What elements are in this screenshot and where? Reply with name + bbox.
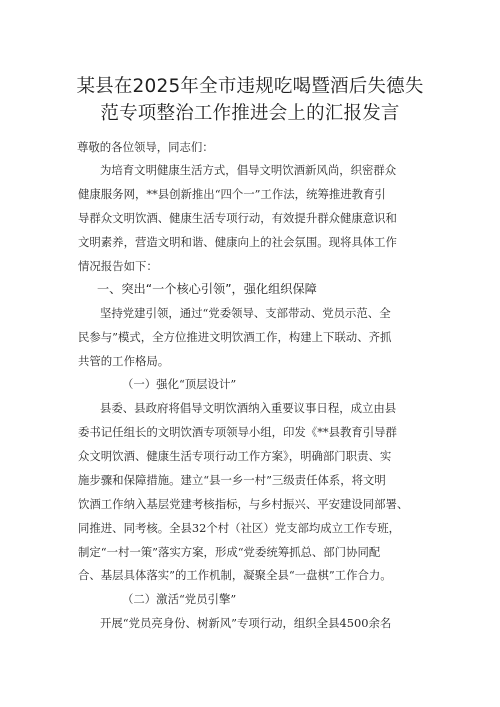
intro-line: 情况报告如下： xyxy=(78,259,158,273)
subsection-2-text: 开展“党员亮身份、树新风”专项行动，组织全县4500余名 xyxy=(100,616,392,630)
section-1-text: 民参与”模式，全方位推进文明饮酒工作，构建上下联动、齐抓 xyxy=(78,330,392,344)
title-line-1: 某县在2025年全市违规吃喝暨酒后失德失 xyxy=(76,76,424,97)
subsection-1-text: 制定“一村一策”落实方案，形成“党委统筹抓总、部门协同配 xyxy=(78,545,381,559)
subsection-1-text: 同推进、同考核。全县32个村（社区）党支部均成立工作专班， xyxy=(78,521,401,535)
title-line-2: 范专项整治工作推进会上的汇报发言 xyxy=(100,103,400,124)
subsection-1-text: 县委、县政府将倡导文明饮酒纳入重要议事日程，成立由县 xyxy=(100,401,397,415)
subsection-2-heading: （二）激活“党员引擎” xyxy=(122,592,237,606)
intro-line: 文明素养，营造文明和谐、健康向上的社会氛围。现将具体工作 xyxy=(78,235,397,249)
section-1-text: 坚持党建引领，通过“党委领导、支部带动、党员示范、全 xyxy=(100,306,391,320)
subsection-1-heading: （一）强化“顶层设计” xyxy=(122,377,237,391)
subsection-1-text: 合、基层具体落实”的工作机制，凝聚全县“一盘棋”工作合力。 xyxy=(78,568,392,582)
salutation: 尊敬的各位领导，同志们： xyxy=(77,140,214,154)
intro-line: 健康服务网，**县创新推出“四个一”工作法，统筹推进教育引 xyxy=(78,187,386,201)
section-1-text: 共管的工作格局。 xyxy=(78,354,170,368)
subsection-1-text: 委书记任组长的文明饮酒专项领导小组，印发《**县教育引导群 xyxy=(78,425,397,439)
section-1-heading: 一、突出“一个核心引领”，强化组织保障 xyxy=(97,282,317,296)
intro-line: 导群众文明饮酒、健康生活专项行动，有效提升群众健康意识和 xyxy=(78,211,397,225)
subsection-1-text: 施步骤和保障措施。建立“县一乡一村”三级责任体系，将文明 xyxy=(78,473,386,487)
intro-line: 为培育文明健康生活方式，倡导文明饮酒新风尚，织密群众 xyxy=(100,163,397,177)
subsection-1-text: 饮酒工作纳入基层党建考核指标，与乡村振兴、平安建设同部署、 xyxy=(78,497,409,511)
subsection-1-text: 众文明饮酒、健康生活专项行动工作方案》，明确部门职责、实 xyxy=(78,449,392,463)
